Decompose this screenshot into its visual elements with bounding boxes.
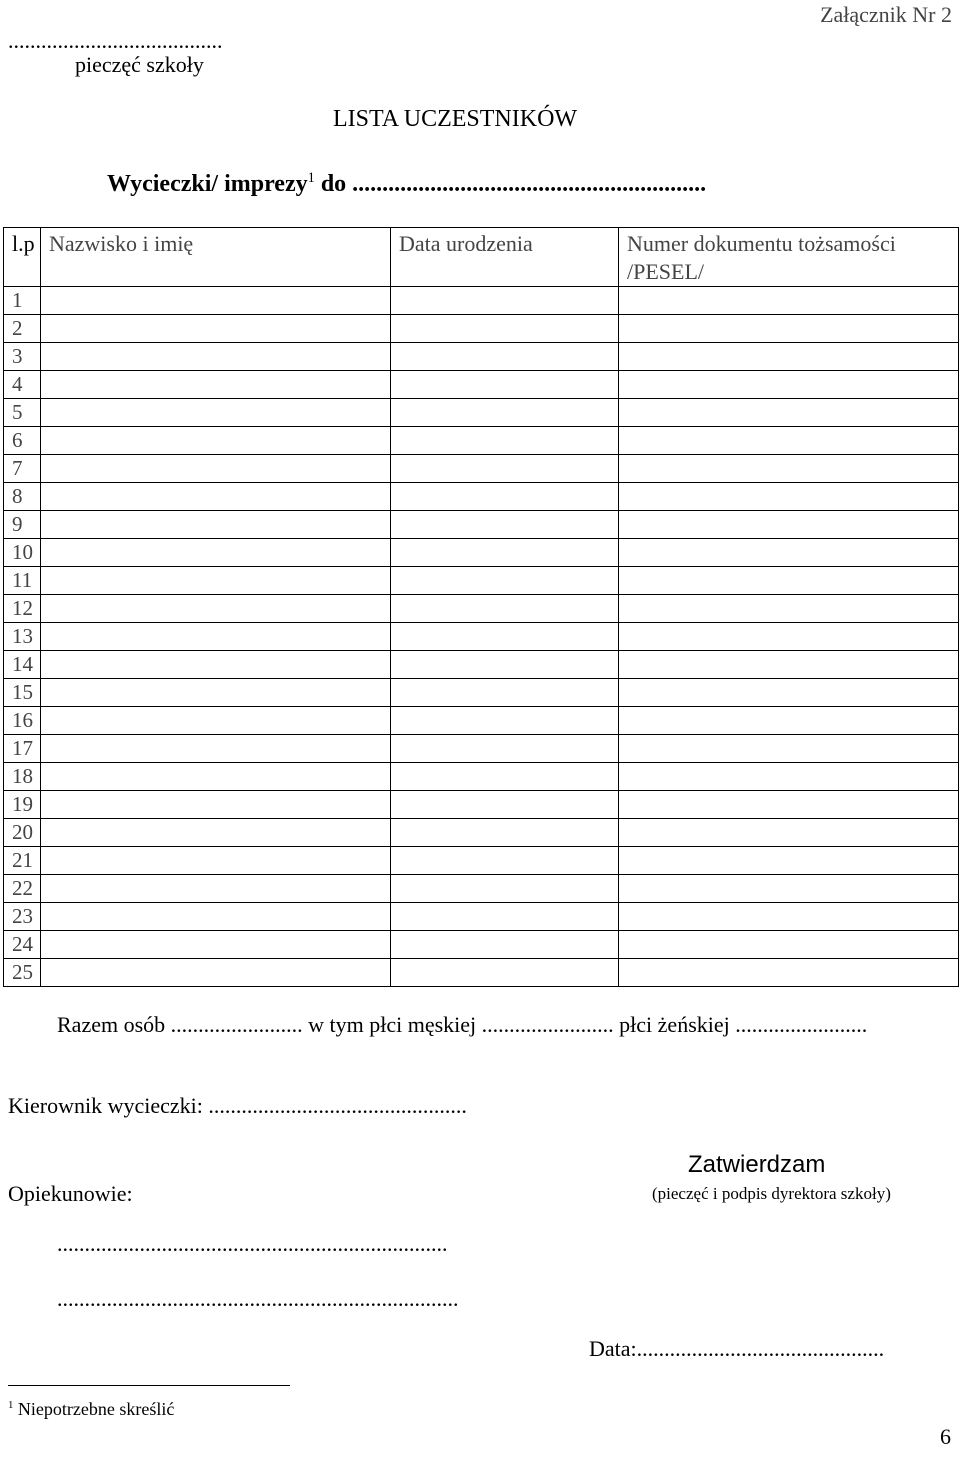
table-row <box>4 847 959 875</box>
row-document-cell <box>619 427 959 455</box>
date-line: Data:............................................. <box>589 1336 885 1361</box>
row-number: 2 <box>4 315 41 343</box>
row-name-cell <box>41 679 391 707</box>
row-birthdate-cell <box>391 539 619 567</box>
row-birthdate-cell <box>391 427 619 455</box>
row-birthdate-cell <box>391 819 619 847</box>
row-name-cell <box>41 623 391 651</box>
subtitle-prefix: Wycieczki/ imprezy <box>107 171 308 197</box>
row-number: 16 <box>4 707 41 735</box>
row-birthdate-cell <box>391 735 619 763</box>
approve-title: Zatwierdzam <box>688 1151 826 1178</box>
row-birthdate-cell <box>391 399 619 427</box>
row-document-cell <box>619 567 959 595</box>
row-number: 7 <box>4 455 41 483</box>
row-document-cell <box>619 287 959 315</box>
row-document-cell <box>619 511 959 539</box>
column-header-name: Nazwisko i imię <box>41 228 391 287</box>
row-birthdate-cell <box>391 315 619 343</box>
row-document-cell <box>619 959 959 987</box>
guardian-line-1: ....................................................................... <box>57 1231 448 1256</box>
column-header-lp: l.p <box>4 228 41 287</box>
row-document-cell <box>619 343 959 371</box>
guardians-label: Opiekunowie: <box>8 1181 133 1206</box>
subtitle-footnote-mark: 1 <box>307 170 315 186</box>
table-row <box>4 959 959 987</box>
row-birthdate-cell <box>391 455 619 483</box>
row-number: 8 <box>4 483 41 511</box>
row-number: 15 <box>4 679 41 707</box>
row-document-cell <box>619 735 959 763</box>
row-document-cell <box>619 623 959 651</box>
table-row <box>4 343 959 371</box>
footnote-mark: 1 <box>8 1399 14 1411</box>
row-number: 19 <box>4 791 41 819</box>
row-number: 4 <box>4 371 41 399</box>
row-name-cell <box>41 707 391 735</box>
table-row <box>4 287 959 315</box>
row-birthdate-cell <box>391 595 619 623</box>
row-birthdate-cell <box>391 287 619 315</box>
row-number: 20 <box>4 819 41 847</box>
row-document-cell <box>619 455 959 483</box>
row-birthdate-cell <box>391 371 619 399</box>
table-row <box>4 651 959 679</box>
row-name-cell <box>41 903 391 931</box>
participants-summary: Razem osób ........................ w tym płci męskiej ........................ płci żeńskiej ........................ <box>57 1012 868 1037</box>
row-name-cell <box>41 651 391 679</box>
row-document-cell <box>619 399 959 427</box>
row-document-cell <box>619 903 959 931</box>
row-name-cell <box>41 539 391 567</box>
row-number: 23 <box>4 903 41 931</box>
row-name-cell <box>41 483 391 511</box>
row-document-cell <box>619 595 959 623</box>
table-row <box>4 455 959 483</box>
column-header-birthdate: Data urodzenia <box>391 228 619 287</box>
footnote-text: Niepotrzebne skreślić <box>13 1399 175 1419</box>
row-document-cell <box>619 371 959 399</box>
row-name-cell <box>41 791 391 819</box>
page-number: 6 <box>940 1424 951 1449</box>
row-name-cell <box>41 343 391 371</box>
row-number: 9 <box>4 511 41 539</box>
row-document-cell <box>619 539 959 567</box>
attachment-label: Załącznik Nr 2 <box>820 2 952 27</box>
school-stamp-label: pieczęć szkoły <box>75 52 204 77</box>
table-row <box>4 707 959 735</box>
row-number: 1 <box>4 287 41 315</box>
page-subtitle <box>107 170 706 198</box>
row-document-cell <box>619 875 959 903</box>
row-number: 13 <box>4 623 41 651</box>
row-number: 22 <box>4 875 41 903</box>
table-row <box>4 567 959 595</box>
row-birthdate-cell <box>391 931 619 959</box>
row-name-cell <box>41 847 391 875</box>
row-document-cell <box>619 315 959 343</box>
table-header-row <box>4 228 959 287</box>
row-birthdate-cell <box>391 903 619 931</box>
table-row <box>4 819 959 847</box>
row-birthdate-cell <box>391 651 619 679</box>
row-number: 17 <box>4 735 41 763</box>
row-birthdate-cell <box>391 623 619 651</box>
table-row <box>4 735 959 763</box>
row-name-cell <box>41 595 391 623</box>
school-stamp-dots: ....................................... <box>8 28 223 53</box>
table-row <box>4 791 959 819</box>
table-row <box>4 763 959 791</box>
row-birthdate-cell <box>391 567 619 595</box>
column-header-document: Numer dokumentu tożsamości /PESEL/ <box>619 228 959 287</box>
table-row <box>4 315 959 343</box>
row-number: 10 <box>4 539 41 567</box>
table-row <box>4 371 959 399</box>
participants-table <box>3 227 959 987</box>
approve-note: (pieczęć i podpis dyrektora szkoły) <box>652 1184 891 1203</box>
row-name-cell <box>41 371 391 399</box>
row-name-cell <box>41 399 391 427</box>
table-row <box>4 931 959 959</box>
row-document-cell <box>619 651 959 679</box>
row-number: 12 <box>4 595 41 623</box>
footnote-rule <box>8 1385 290 1386</box>
subtitle-suffix: do ........................................................... <box>314 171 707 197</box>
table-row <box>4 399 959 427</box>
row-name-cell <box>41 959 391 987</box>
row-document-cell <box>619 819 959 847</box>
row-birthdate-cell <box>391 875 619 903</box>
row-number: 25 <box>4 959 41 987</box>
row-birthdate-cell <box>391 511 619 539</box>
row-name-cell <box>41 455 391 483</box>
row-number: 3 <box>4 343 41 371</box>
row-document-cell <box>619 931 959 959</box>
row-birthdate-cell <box>391 483 619 511</box>
row-name-cell <box>41 819 391 847</box>
row-name-cell <box>41 315 391 343</box>
row-name-cell <box>41 287 391 315</box>
row-name-cell <box>41 511 391 539</box>
row-number: 21 <box>4 847 41 875</box>
table-row <box>4 483 959 511</box>
table-row <box>4 875 959 903</box>
row-number: 18 <box>4 763 41 791</box>
row-name-cell <box>41 567 391 595</box>
row-number: 5 <box>4 399 41 427</box>
row-name-cell <box>41 875 391 903</box>
row-birthdate-cell <box>391 679 619 707</box>
row-birthdate-cell <box>391 707 619 735</box>
footnote <box>8 1399 174 1420</box>
row-document-cell <box>619 679 959 707</box>
table-row <box>4 595 959 623</box>
table-row <box>4 903 959 931</box>
row-number: 24 <box>4 931 41 959</box>
table-row <box>4 511 959 539</box>
trip-leader-line: Kierownik wycieczki: ............................................... <box>8 1093 467 1118</box>
row-document-cell <box>619 791 959 819</box>
table-row <box>4 539 959 567</box>
row-birthdate-cell <box>391 791 619 819</box>
page-title: LISTA UCZESTNIKÓW <box>333 106 578 132</box>
row-document-cell <box>619 483 959 511</box>
row-name-cell <box>41 931 391 959</box>
row-name-cell <box>41 735 391 763</box>
row-birthdate-cell <box>391 959 619 987</box>
row-document-cell <box>619 707 959 735</box>
row-number: 6 <box>4 427 41 455</box>
table-row <box>4 679 959 707</box>
table-row <box>4 623 959 651</box>
guardian-line-2: ......................................................................... <box>57 1286 459 1311</box>
row-birthdate-cell <box>391 763 619 791</box>
row-document-cell <box>619 763 959 791</box>
row-birthdate-cell <box>391 847 619 875</box>
row-name-cell <box>41 427 391 455</box>
row-birthdate-cell <box>391 343 619 371</box>
row-name-cell <box>41 763 391 791</box>
row-number: 11 <box>4 567 41 595</box>
row-document-cell <box>619 847 959 875</box>
row-number: 14 <box>4 651 41 679</box>
table-row <box>4 427 959 455</box>
